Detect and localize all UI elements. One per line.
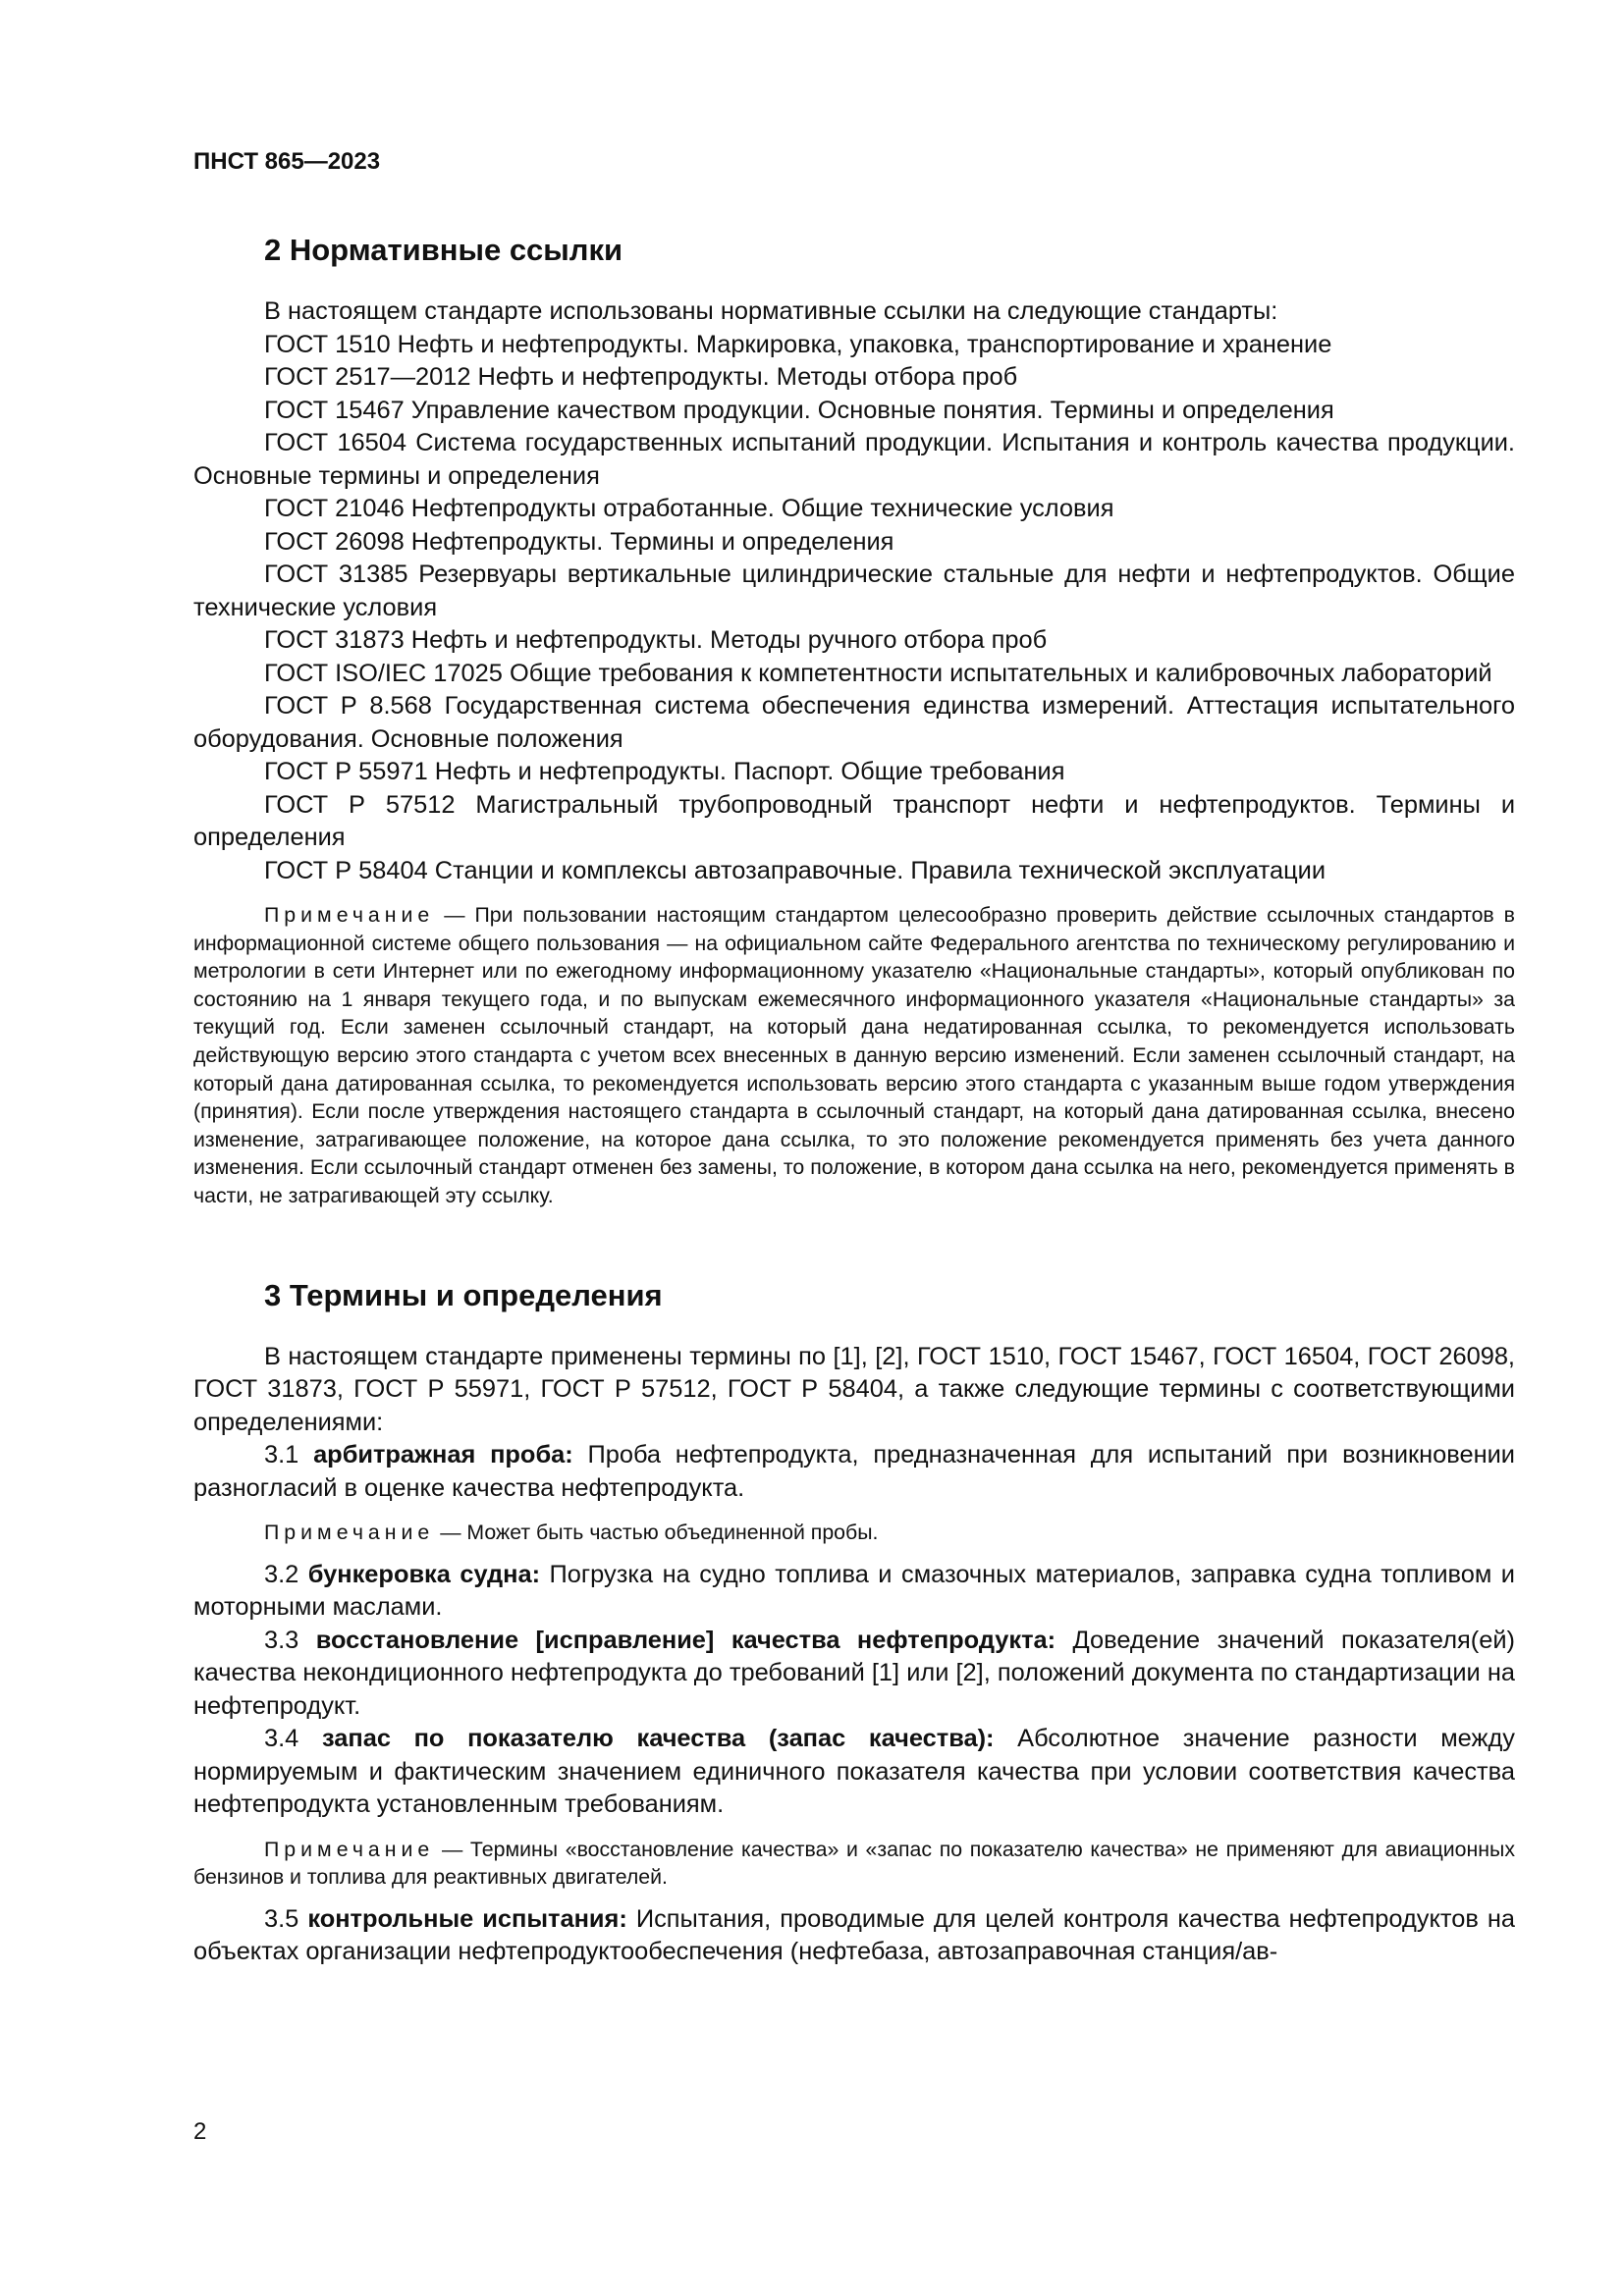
term-number: 3.1 <box>264 1441 314 1469</box>
note-label: Примечание <box>264 1837 435 1861</box>
references-intro: В настоящем стандарте использованы нормативные ссылки на следующие стандарты: <box>264 297 1278 325</box>
term-name: бункеровка судна: <box>307 1560 541 1588</box>
term-3-1-note <box>193 1519 1515 1547</box>
document-id: ПНСТ 865—2023 <box>193 148 381 175</box>
reference-item: ГОСТ ISO/IEC 17025 Общие требования к компетентности испытательных и калибровочных лабораторий <box>264 659 1492 687</box>
page-number: 2 <box>193 2118 207 2145</box>
reference-item: ГОСТ 15467 Управление качеством продукции. Основные понятия. Термины и определения <box>264 396 1334 424</box>
reference-item: ГОСТ 31385 Резервуары вертикальные цилиндрические стальные для нефти и нефтепродуктов. Общие технические условия <box>193 561 1515 621</box>
term-number: 3.2 <box>264 1560 308 1588</box>
term-definition: Погрузка на судно топлива и смазочных материалов, заправка судна топливом и моторными маслами. <box>193 1560 1515 1622</box>
term-definition: Абсолютное значение разности между нормируемым и фактическим значением единичного показателя качества при условии соответствия качества нефтепродукта установленным требованиям. <box>193 1725 1515 1819</box>
note-label: Примечание <box>264 903 435 927</box>
reference-item: ГОСТ Р 55971 Нефть и нефтепродукты. Паспорт. Общие требования <box>264 758 1065 785</box>
note-text: — Может быть частью объединенной пробы. <box>434 1521 879 1545</box>
term-3-1 <box>193 1439 1515 1505</box>
reference-item: ГОСТ Р 58404 Станции и комплексы автозаправочные. Правила технической эксплуатации <box>264 856 1326 884</box>
reference-item: ГОСТ 16504 Система государственных испытаний продукции. Испытания и контроль качества продукции. Основные термины и определения <box>193 429 1515 490</box>
term-definition: Доведение значений показателя(ей) качества некондиционного нефтепродукта до требований [1] или [2], положений документа по стандартизации на нефтепродукт. <box>193 1626 1515 1720</box>
term-3-5 <box>193 1903 1515 1969</box>
section-3-heading: 3 Термины и определения <box>264 1277 663 1312</box>
section-3 <box>193 1277 1515 1969</box>
section-2-heading: 2 Нормативные ссылки <box>264 233 623 267</box>
document-page <box>193 147 1515 1969</box>
reference-item: ГОСТ Р 8.568 Государственная система обеспечения единства измерений. Аттестация испытательного оборудования. Основные положения <box>193 692 1515 753</box>
term-definition: Испытания, проводимые для целей контроля качества нефтепродуктов на объектах организации нефтепродуктообеспечения (нефтебаза, автозаправочная станция/ав- <box>193 1904 1515 1966</box>
reference-item: ГОСТ 26098 Нефтепродукты. Термины и определения <box>264 527 894 556</box>
section-2-note <box>193 901 1515 1210</box>
term-name: контрольные испытания: <box>307 1904 627 1933</box>
terms-intro: В настоящем стандарте применены термины по [1], [2], ГОСТ 1510, ГОСТ 15467, ГОСТ 16504, ГОСТ 26098, ГОСТ 31873, ГОСТ Р 55971, ГОСТ Р 57512, ГОСТ Р 58404, а также следующие термины с соответствующими определениями: <box>193 1342 1515 1436</box>
note-text: — При пользовании настоящим стандартом целесообразно проверить действие ссылочных стандартов в информационной системе общего пользования — на официальном сайте Федерального агентства по техническому регулированию и метрологии в сети Интернет или по ежегодному информационному указателю «Национальные стандарты», который опубликован по состоянию на 1 января текущего года, и по выпускам ежемесячного информационного указателя «Национальные стандарты» за текущий год. Если заменен ссылочный стандарт, на который дана недатированная ссылка, то рекомендуется использовать действующую версию этого стандарта с учетом всех внесенных в данную версию изменений. Если заменен ссылочный стандарт, на который дана датированная ссылка, то рекомендуется использовать версию этого стандарта с указанным выше годом утверждения (принятия). Если после утверждения настоящего стандарта в ссылочный стандарт, на который дана датированная ссылка, внесено изменение, затрагивающее положение, на которое дана ссылка, то это положение рекомендуется применять без учета данного изменения. Если ссылочный стандарт отменен без замены, то положение, в котором дана ссылка на него, рекомендуется применять в части, не затрагивающей эту ссылку. <box>193 903 1515 1207</box>
term-name: запас по показателю качества (запас качества): <box>321 1725 995 1753</box>
term-3-4 <box>193 1723 1515 1822</box>
term-3-2 <box>193 1559 1515 1625</box>
term-name: арбитражная проба: <box>313 1441 573 1469</box>
note-text: — Термины «восстановление качества» и «запас по показателю качества» не применяют для авиационных бензинов и топлива для реактивных двигателей. <box>193 1837 1515 1890</box>
term-3-4-note <box>193 1836 1515 1892</box>
reference-item: ГОСТ 2517—2012 Нефть и нефтепродукты. Методы отбора проб <box>264 363 1018 391</box>
term-number: 3.3 <box>264 1626 316 1654</box>
term-number: 3.5 <box>264 1904 308 1933</box>
reference-item: ГОСТ Р 57512 Магистральный трубопроводный транспорт нефти и нефтепродуктов. Термины и определения <box>193 790 1515 851</box>
term-3-3 <box>193 1625 1515 1724</box>
reference-item: ГОСТ 1510 Нефть и нефтепродукты. Маркировка, упаковка, транспортирование и хранение <box>264 330 1332 358</box>
reference-item: ГОСТ 21046 Нефтепродукты отработанные. Общие технические условия <box>264 495 1114 522</box>
reference-item: ГОСТ 31873 Нефть и нефтепродукты. Методы ручного отбора проб <box>264 626 1048 654</box>
term-definition: Проба нефтепродукта, предназначенная для испытаний при возникновении разногласий в оценке качества нефтепродукта. <box>193 1441 1515 1502</box>
normative-references <box>193 295 1515 887</box>
note-label: Примечание <box>264 1521 435 1545</box>
term-number: 3.4 <box>264 1725 322 1753</box>
term-name: восстановление [исправление] качества нефтепродукта: <box>315 1626 1056 1654</box>
